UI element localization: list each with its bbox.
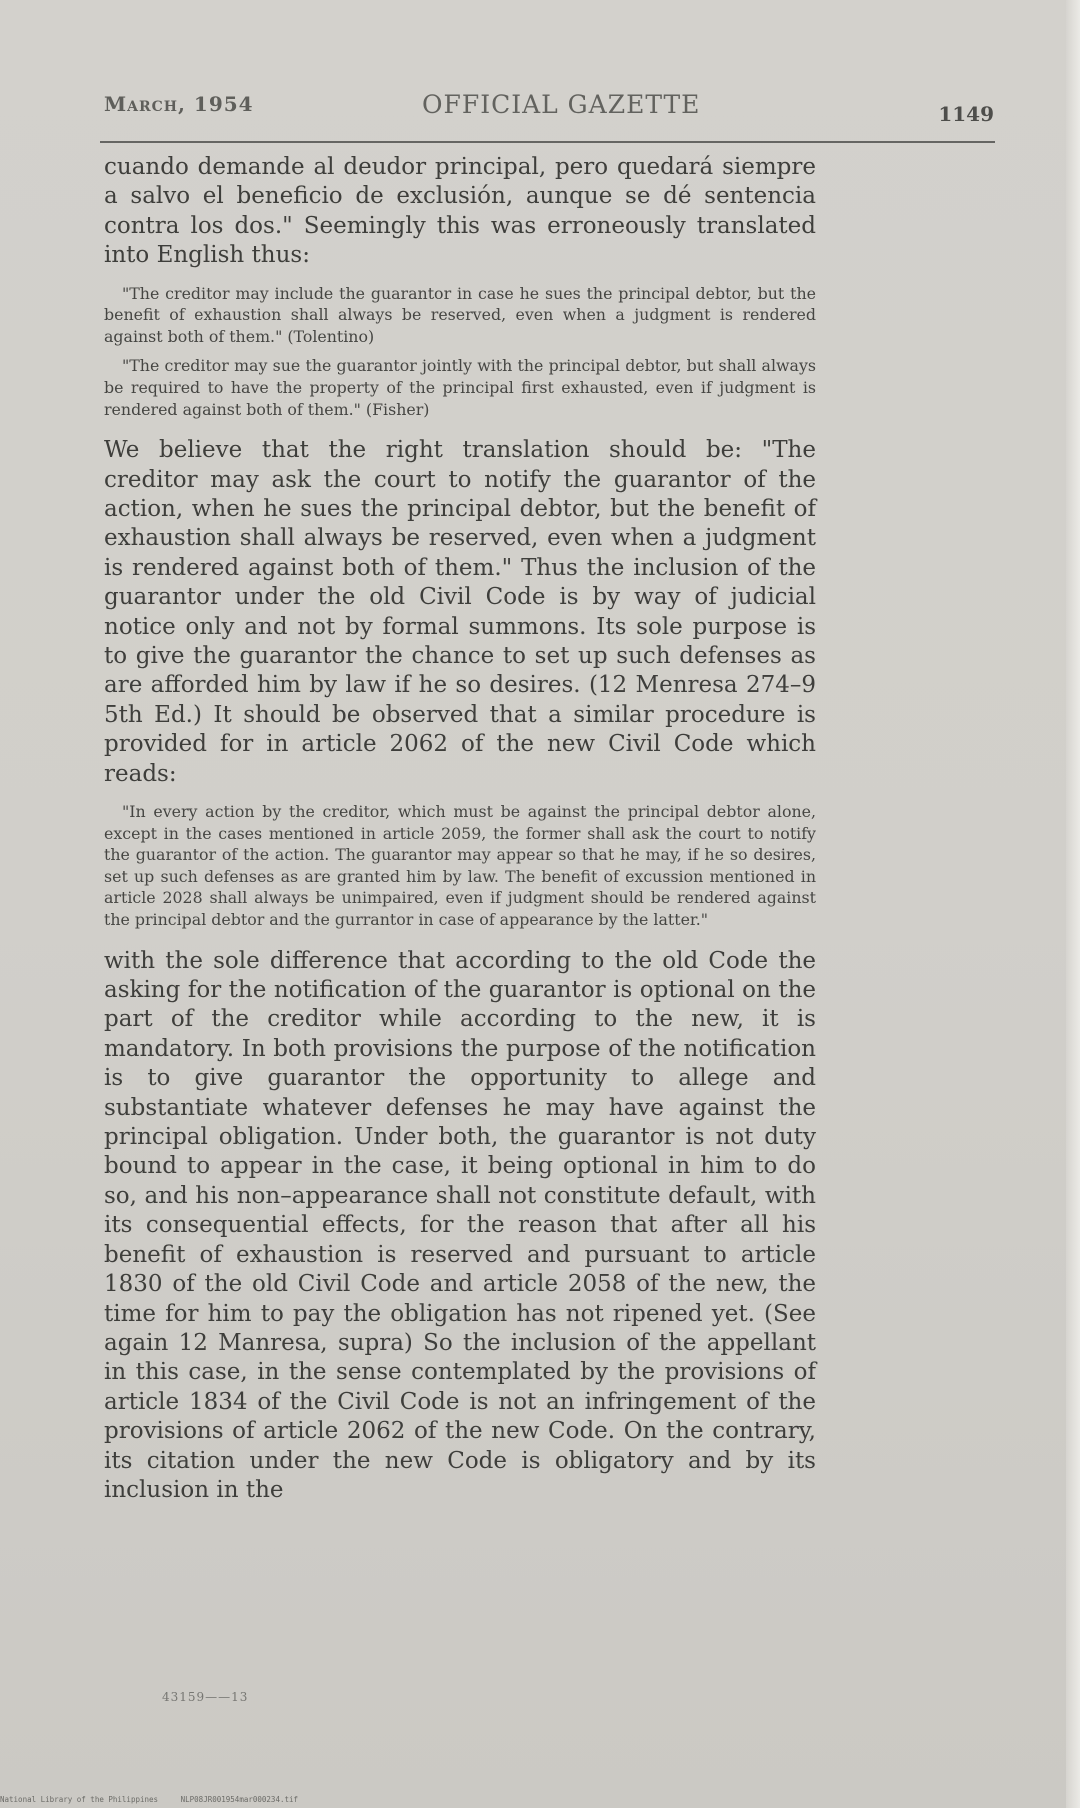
paragraph-conclusion: with the sole difference that according to the old Code the asking for the notification of the guarantor is optional on the part of the creditor while according to the new, it is mandatory. In both provisions the purpose of the notification is to give guarantor the opportunity to allege and substantiate whatever defenses he may have against the principal obligation. Under both, the guarantor is not duty bound to appear in the case, it being optional in him to do so, and his non–appearance shall not constitute default, with its consequential effects, for the reason that after all his benefit of exhaustion is reserved and pursuant to article 1830 of the old Civil Code and article 2058 of the new, the time for him to pay the obligation has not ripened yet. (See again 12 Manresa, supra) So the inclusion of the appellant in this case, in the sense contemplated by the provisions of article 1834 of the Civil Code is not an infringement of the provisions of article 2062 of the new Code. On the contrary, its citation under the new Code is obligatory and by its inclusion in the (104, 947, 816, 1503)
header-rule (100, 141, 995, 143)
quote-fisher: "The creditor may sue the guarantor jointly with the principal debtor, but shall always be required to have the property of the principal first exhausted, even if judgment is rendered against both of them." (Fisher) (104, 356, 816, 419)
page-edge (1066, 0, 1080, 1808)
page-number: 1149 (938, 102, 994, 126)
scan-filename: NLP08JR001954mar000234.tif (180, 1795, 299, 1804)
publication-title: OFFICIAL GAZETTE (422, 90, 701, 119)
header-date: March, 1954 (104, 92, 254, 116)
quote-tolentino: "The creditor may include the guarantor in case he sues the principal debtor, but the benefit of exhaustion shall always be reserved, even when a judgment is rendered against both of them." (Tolentino) (104, 283, 816, 346)
paragraph-translation: We believe that the right translation should be: "The creditor may ask the court to notify the guarantor of the action, when he sues the principal debtor, but the benefit of exhaustion shall always be reserved, even when a judgment is rendered against both of them." Thus the inclusion of the guarantor under the old Civil Code is by way of judicial notice only and not by formal summons. Its sole purpose is to give the guarantor the chance to set up such defenses as are afforded him by law if he so desires. (12 Menresa 274–9 5th Ed.) It should be observed that a similar procedure is provided for in article 2062 of the new Civil Code which reads: (104, 437, 816, 787)
page-header (104, 92, 994, 132)
printer-signature: 43159——13 (162, 1690, 249, 1704)
scan-credit (0, 1795, 298, 1804)
library-name: National Library of the Philippines (0, 1795, 159, 1804)
article-body (104, 153, 816, 1517)
paragraph-continuation: cuando demande al deudor principal, pero quedará siempre a salvo el beneficio de exclusión, aunque se dé sentencia contra los dos." Seemingly this was erroneously translated into English thus: (104, 154, 816, 269)
quote-article-2062: "In every action by the creditor, which must be against the principal debtor alone, except in the cases mentioned in article 2059, the former shall ask the court to notify the guarantor of the action. The guarantor may appear so that he may, if he so desires, set up such defenses as are granted him by law. The benefit of excussion mentioned in article 2028 shall always be unimpaired, even if judgment should be rendered against the principal debtor and the gurrantor in case of appearance by the latter." (104, 802, 816, 930)
